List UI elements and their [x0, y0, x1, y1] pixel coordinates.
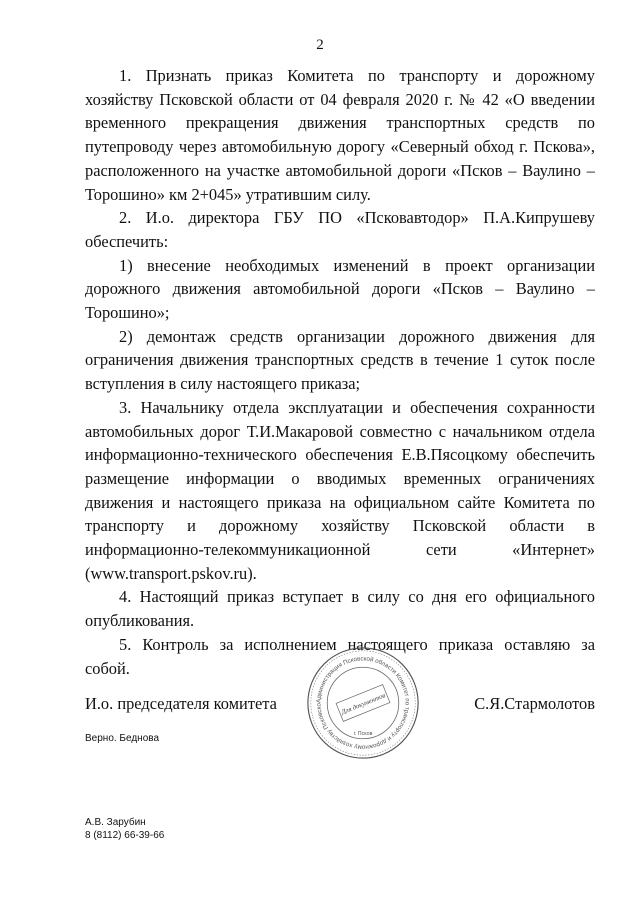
- paragraph-1: 1. Признать приказ Комитета по транспорту и дорожному хозяйству Псковской области от 04 февраля 2020 г. № 42 «О введении временного прекращения движения транспортных средств по путепроводу через автомобильную дорогу «Северный обход г. Пскова», расположенного на участке автомобильной дороги «Псков – Ваулино – Торошино» км 2+045» утратившим силу.: [85, 66, 595, 204]
- document-body: [85, 64, 595, 680]
- paragraph-2: 2. И.о. директора ГБУ ПО «Псковавтодор» П.А.Кипрушеву обеспечить:: [85, 208, 595, 251]
- seal-center-text: Для документов: [340, 692, 387, 717]
- official-seal-icon: [305, 645, 421, 761]
- paragraph-3: 3. Начальнику отдела эксплуатации и обеспечения сохранности автомобильных дорог Т.И.Макаровой совместно с начальником отдела информационно-технического обеспечения Е.В.Пясоцкому обеспечить размещение информации о вводимых временных ограничениях движения и настоящего приказа на официальном сайте Комитета по транспорту и дорожному хозяйству Псковской области в информационно-телекоммуникационной сети «Интернет» (www.transport.pskov.ru).: [85, 397, 595, 583]
- paragraph-2-2: 2) демонтаж средств организации дорожного движения для ограничения движения транспортных средств в течение 1 суток после вступления в силу настоящего приказа;: [85, 326, 595, 394]
- executor-phone: 8 (8112) 66-39-66: [85, 830, 165, 841]
- executor-name: А.В. Зарубин: [85, 817, 146, 828]
- signatory-position: И.о. председателя комитета: [85, 694, 277, 713]
- executor-block: [85, 816, 164, 842]
- seal-ring-text: Администрация Псковской области Комитет по транспорту и дорожному хозяйству Псковско: [315, 655, 411, 751]
- seal-bottom-text: г. Псков: [353, 730, 373, 737]
- paragraph-5: 5. Контроль за исполнением настоящего приказа оставляю за собой.: [85, 634, 595, 678]
- paragraph-4: 4. Настоящий приказ вступает в силу со дня его официального опубликования.: [85, 587, 595, 631]
- paragraph-2-1: 1) внесение необходимых изменений в проект организации дорожного движения автомобильной дороги «Псков – Ваулино – Торошино»;: [85, 255, 595, 323]
- page-number: 2: [316, 37, 324, 53]
- signatory-name: С.Я.Стармолотов: [474, 694, 595, 713]
- verified-note: Верно. Беднова: [85, 733, 160, 744]
